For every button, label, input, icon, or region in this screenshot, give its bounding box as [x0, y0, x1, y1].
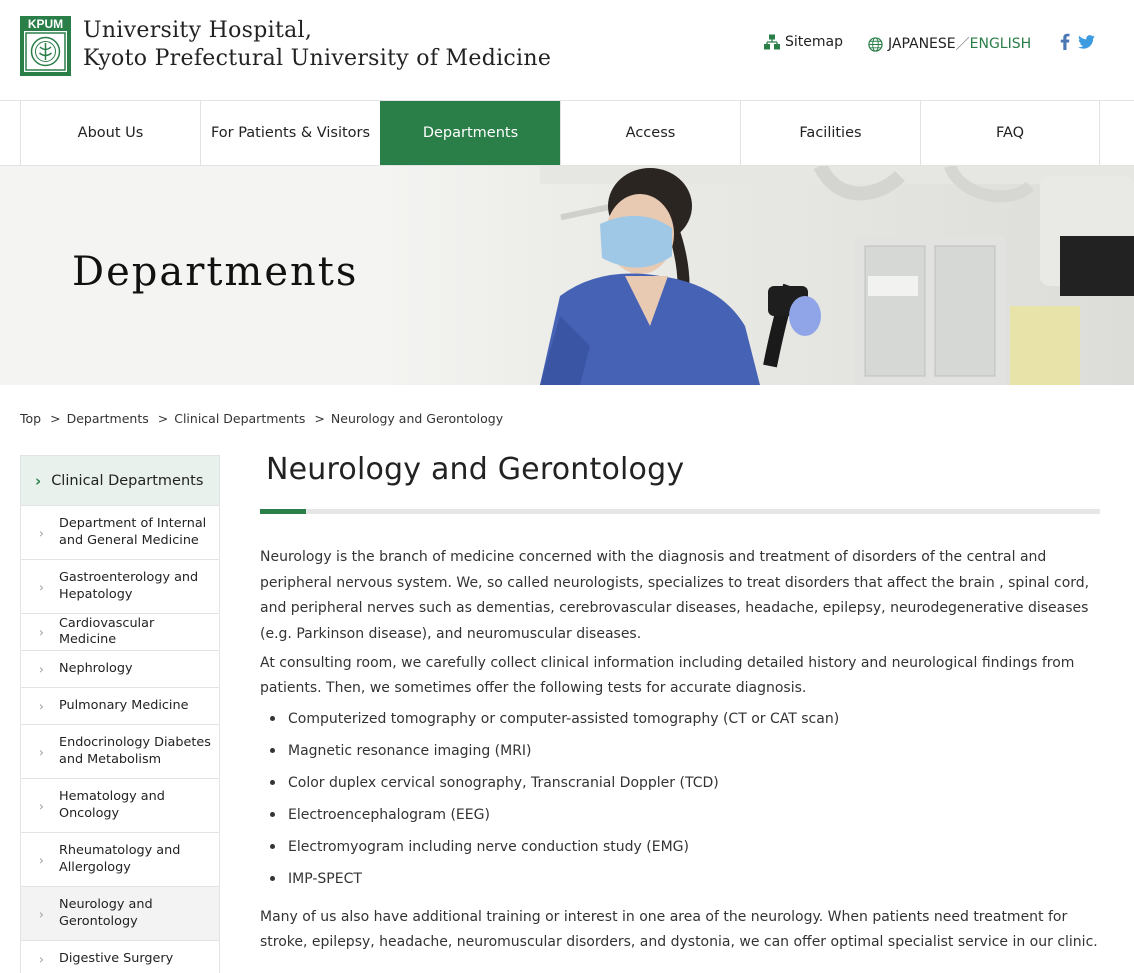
sidebar-item-internal-general-medicine[interactable]: [21, 506, 219, 560]
list-item: IMP-SPECT: [270, 868, 1102, 900]
chevron-right-icon: ›: [39, 952, 44, 967]
list-item: Computerized tomography or computer-assisted tomography (CT or CAT scan): [270, 708, 1102, 740]
breadcrumb-separator: >: [314, 411, 325, 426]
language-switcher: [868, 34, 1031, 54]
breadcrumb-separator: >: [157, 411, 169, 426]
list-item: Color duplex cervical sonography, Transcranial Doppler (TCD): [270, 772, 1102, 804]
sidebar-item-endocrinology[interactable]: [21, 725, 219, 779]
chevron-right-icon: ›: [39, 580, 44, 595]
sidebar-item-label: Gastroenterology and Hepatology: [59, 570, 199, 602]
chevron-right-icon: ›: [39, 699, 44, 714]
sidebar-item-hematology[interactable]: [21, 779, 219, 833]
tests-list: [270, 708, 1102, 900]
twitter-icon[interactable]: [1078, 35, 1095, 49]
main-content: [260, 545, 1102, 959]
title-underline-accent: [260, 509, 306, 514]
breadcrumb-top[interactable]: Top: [20, 411, 42, 426]
chevron-right-icon: ›: [39, 526, 44, 541]
lang-separator: ／: [955, 37, 970, 53]
site-header: [0, 0, 1134, 100]
chevron-right-icon: ›: [35, 471, 42, 490]
specialist-paragraph: Many of us also have additional training or interest in one area of the neurology. When patients need treatment for stroke, epilepsy, headache, neuromuscular disorders, and dystonia, we can offer optimal specialist service in our clinic.: [260, 908, 1098, 950]
list-item: Electroencephalogram (EEG): [270, 804, 1102, 836]
sidebar-item-label: Neurology and Gerontology: [59, 897, 153, 929]
nav-access[interactable]: Access: [560, 101, 740, 165]
lang-english-link[interactable]: ENGLISH: [969, 36, 1032, 52]
sidebar-item-digestive-surgery[interactable]: [21, 941, 219, 973]
global-nav: [0, 100, 1134, 166]
chevron-right-icon: ›: [39, 799, 44, 814]
breadcrumb-separator: >: [50, 411, 61, 426]
site-title-line1: University Hospital,: [83, 18, 313, 43]
sidebar-item-label: Department of Internal and General Medicine: [59, 516, 207, 548]
sidebar-item-label: Rheumatology and Allergology: [59, 843, 181, 875]
site-title-line2: Kyoto Prefectural University of Medicine: [83, 46, 552, 71]
intro-paragraph: Neurology is the branch of medicine concerned with the diagnosis and treatment of disorders of the central and peripheral nervous system. We, so called neurologists, specializes to treat disorders that affect the brain , spinal cord, and peripheral nerves such as dementias, cerebrovascular diseases, headache, epilepsy, neurodegenerative diseases (e.g. Parkinson disease), and neuromuscular diseases.: [260, 549, 1090, 642]
breadcrumb-clinical-departments[interactable]: Clinical Departments: [174, 411, 306, 426]
sitemap-link[interactable]: [764, 34, 843, 50]
chevron-right-icon: ›: [39, 662, 44, 677]
list-item: Electromyogram including nerve conduction study (EMG): [270, 836, 1102, 868]
chevron-right-icon: ›: [39, 853, 44, 868]
sidebar-item-cardiovascular[interactable]: [21, 614, 219, 651]
chevron-right-icon: ›: [39, 907, 44, 922]
breadcrumb-current: Neurology and Gerontology: [330, 411, 504, 426]
sidebar-item-pulmonary[interactable]: [21, 688, 219, 725]
nav-about-us[interactable]: About Us: [20, 101, 200, 165]
sidebar-heading-label: Clinical Departments: [51, 472, 204, 489]
chevron-right-icon: ›: [39, 745, 44, 760]
nav-facilities[interactable]: Facilities: [740, 101, 920, 165]
sidebar: [20, 455, 220, 973]
sidebar-item-neurology[interactable]: [21, 887, 219, 941]
sitemap-icon: [764, 34, 780, 50]
nav-faq[interactable]: FAQ: [920, 101, 1100, 165]
sidebar-item-label: Cardiovascular Medicine: [59, 615, 155, 647]
sidebar-item-label: Hematology and Oncology: [59, 789, 165, 821]
sidebar-item-gastroenterology[interactable]: [21, 560, 219, 614]
nav-departments[interactable]: Departments: [380, 101, 560, 165]
chevron-right-icon: ›: [39, 625, 44, 640]
social-links: [1060, 33, 1095, 50]
breadcrumb: [20, 411, 503, 426]
svg-text:KPUM: KPUM: [27, 17, 64, 31]
sidebar-item-nephrology[interactable]: [21, 651, 219, 688]
sitemap-label: Sitemap: [785, 34, 843, 50]
hero-title: Departments: [72, 249, 359, 295]
sidebar-item-rheumatology[interactable]: [21, 833, 219, 887]
page-title: Neurology and Gerontology: [266, 452, 685, 487]
kpum-logo[interactable]: [20, 16, 71, 76]
list-item: Magnetic resonance imaging (MRI): [270, 740, 1102, 772]
hero-banner: [0, 166, 1134, 385]
sidebar-item-label: Digestive Surgery: [59, 950, 174, 966]
breadcrumb-departments[interactable]: Departments: [66, 411, 149, 426]
globe-icon: [868, 37, 883, 52]
sidebar-heading[interactable]: [21, 456, 219, 506]
site-title[interactable]: [83, 17, 551, 73]
sidebar-item-label: Endocrinology Diabetes and Metabolism: [59, 735, 211, 767]
sidebar-item-label: Pulmonary Medicine: [59, 697, 189, 713]
title-underline: [260, 509, 1100, 514]
lang-japanese-link[interactable]: JAPANESE: [888, 36, 956, 52]
sidebar-item-label: Nephrology: [59, 660, 133, 676]
facebook-icon[interactable]: [1060, 33, 1070, 50]
consulting-paragraph: At consulting room, we carefully collect clinical information including detailed history and neurological findings from patients. Then, we sometimes offer the following tests for accurate diagnosis.: [260, 654, 1075, 696]
nav-for-patients-visitors[interactable]: For Patients & Visitors: [200, 101, 380, 165]
